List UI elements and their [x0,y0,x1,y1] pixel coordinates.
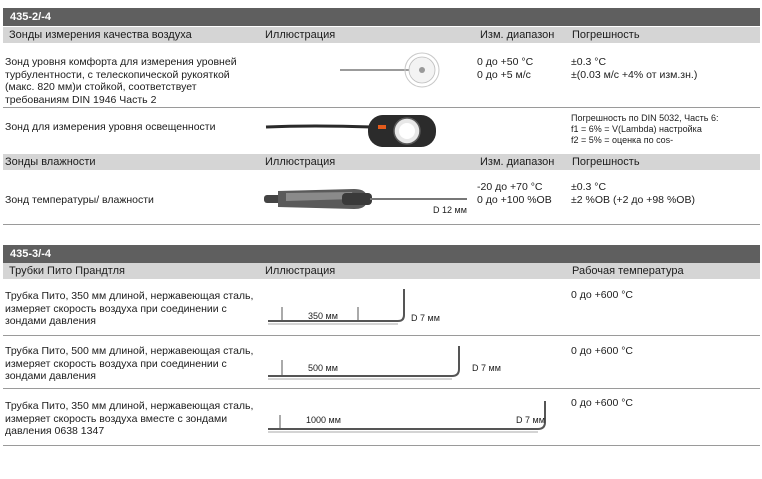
pitot-500-length: 500 мм [308,363,338,373]
pitot-500-name: Трубка Пито, 500 мм длиной, нержавеющая сталь, измеряет скорость воздуха при соединении с зондами давления [5,345,254,382]
section-title-435-3: 435-3/-4 [3,245,760,263]
pitot-1000-length: 1000 мм [306,415,341,425]
humidity-range-rh: 0 до +100 %ОВ [477,194,552,206]
humidity-accuracy-temp: ±0.3 °C [571,181,607,193]
comfort-accuracy-temp: ±0.3 °C [571,56,607,68]
pitot-500-diameter: D 7 мм [472,363,501,373]
pitot-350-diameter: D 7 мм [411,313,440,323]
comfort-accuracy-velocity: ±(0.03 м/с +4% от изм.зн.) [571,69,698,81]
lux-accuracy-line-3: f2 = 5% = оценка по cos- [571,135,674,145]
table-header-humidity [3,154,760,170]
comfort-probe-name: Зонд уровня комфорта для измерения уровней турбулентности, с телескопической рукояткой (макс. 820 мм)и стойкой, соответствует требованиям DIN 1946 Часть 2 [5,56,237,106]
section-title-435-2: 435-2/-4 [3,8,760,26]
pitot-1000-name: Трубка Пито, 350 мм длиной, нержавеющая сталь, измеряет скорость воздуха вместе с зондами давления 0638 1347 [5,400,254,437]
humidity-diameter-label: D 12 мм [433,205,467,215]
header-range: Изм. диапазон [480,156,555,168]
lux-accuracy-line-2: f1 = 6% = V(Lambda) настройка [571,124,702,134]
pitot-350-length: 350 мм [308,311,338,321]
header-range: Изм. диапазон [480,29,555,41]
comfort-probe-illustration [340,47,450,99]
header-name: Зонды измерения качества воздуха [9,29,192,41]
header-temp: Рабочая температура [572,265,684,277]
lux-probe-illustration [262,111,442,151]
lux-accuracy-line-1: Погрешность по DIN 5032, Часть 6: [571,113,719,123]
table-header-air-quality [3,27,760,43]
humidity-accuracy-rh: ±2 %ОВ (+2 до +98 %ОВ) [571,194,695,206]
humidity-range-temp: -20 до +70 °C [477,181,543,193]
lux-probe-name: Зонд для измерения уровня освещенности [5,121,216,133]
header-name: Зонды влажности [5,156,96,168]
header-accuracy: Погрешность [572,29,640,41]
header-illustration: Иллюстрация [265,156,336,168]
humidity-probe-name: Зонд температуры/ влажности [5,194,154,206]
comfort-range-velocity: 0 до +5 м/с [477,69,531,81]
comfort-range-temp: 0 до +50 °C [477,56,534,68]
table-header-pitot [3,263,760,279]
header-accuracy: Погрешность [572,156,640,168]
row-divider [3,335,760,336]
header-name: Трубки Пито Прандтля [9,265,125,277]
row-divider [3,388,760,389]
pitot-1000-diameter: D 7 мм [516,415,545,425]
pitot-350-temp: 0 до +600 °C [571,289,633,301]
pitot-500-temp: 0 до +600 °C [571,345,633,357]
header-illustration: Иллюстрация [265,265,336,277]
pitot-350-illustration [262,283,412,333]
pitot-500-illustration [262,340,472,388]
pitot-1000-temp: 0 до +600 °C [571,397,633,409]
header-illustration: Иллюстрация [265,29,336,41]
pitot-350-name: Трубка Пито, 350 мм длиной, нержавеющая сталь, измеряет скорость воздуха при соединении с зондами давления [5,290,254,327]
row-divider [3,224,760,225]
row-divider [3,445,760,446]
row-divider [3,107,760,108]
